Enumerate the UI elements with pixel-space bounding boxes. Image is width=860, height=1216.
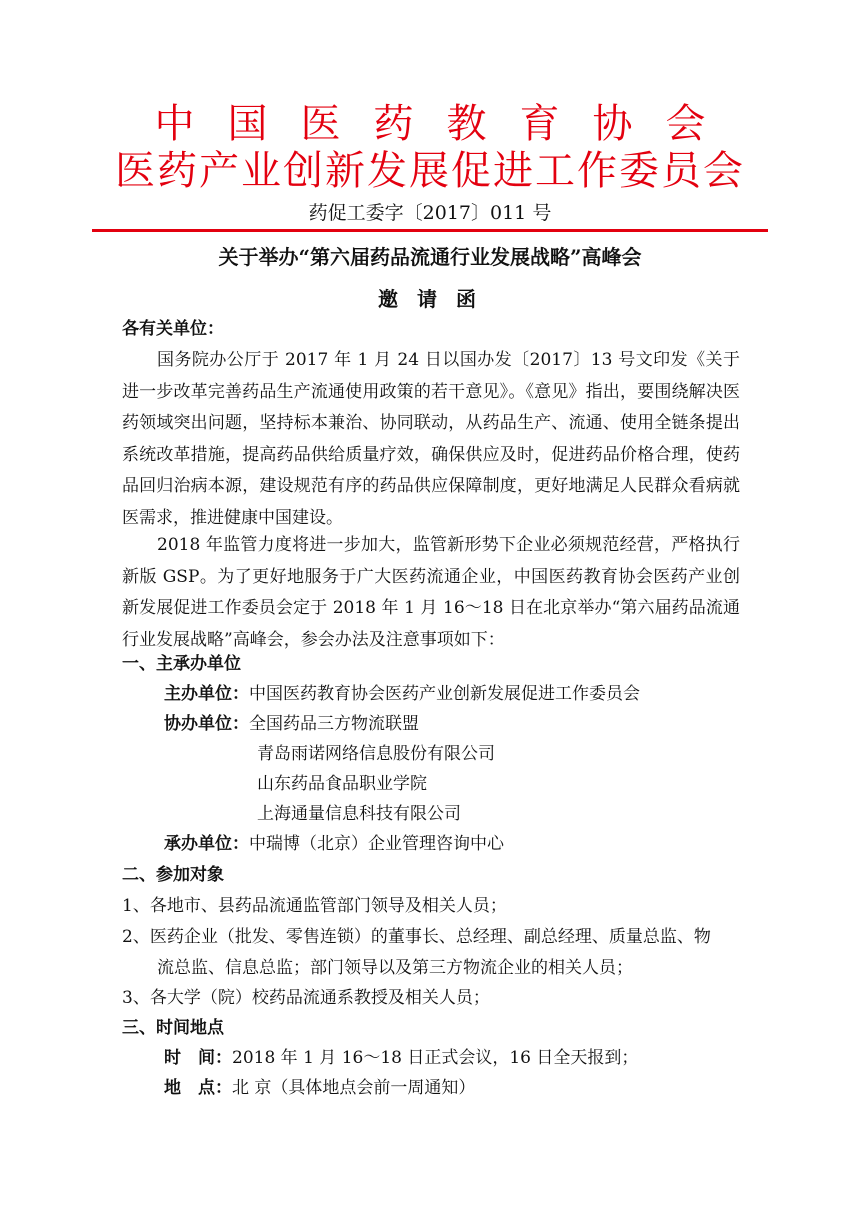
time-row — [164, 1046, 638, 1070]
paragraph-1: 国务院办公厅于 2017 年 1 月 24 日以国办发〔2017〕13 号文印发《关于进一步改革完善药品生产流通使用政策的若干意见》。《意见》指出，要围绕解决医药领域突出问题，坚持标本兼治、协同联动，从药品生产、流通、使用全链条提出系统改革措施，提高药品供给质量疗效，确保供应及时，促进药品价格合理，使药品回归治病本源，建设规范有序的药品供应保障制度，更好地满足人民群众看病就医需求，推进健康中国建设。 — [122, 350, 740, 528]
participant-item-2-line-1: 2、医药企业（批发、零售连锁）的董事长、总经理、副总经理、质量总监、物 — [122, 927, 711, 947]
org-name-line2: 医药产业创新发展促进工作委员会 — [115, 148, 745, 194]
co-host-label: 协办单位： — [164, 714, 249, 734]
organizer-label: 承办单位： — [164, 834, 249, 854]
participant-item-2-line-2: 流总监、信息总监；部门领导以及第三方物流企业的相关人员； — [157, 958, 633, 978]
co-host-value-3: 山东药品食品职业学院 — [257, 774, 427, 794]
section-3-heading: 三、时间地点 — [122, 1018, 224, 1038]
co-host-value-1: 全国药品三方物流联盟 — [249, 714, 419, 734]
host-label: 主办单位： — [164, 684, 249, 704]
document-title: 关于举办“第六届药品流通行业发展战略”高峰会 — [218, 245, 642, 269]
host-row — [164, 682, 640, 706]
co-host-value-4: 上海通量信息科技有限公司 — [257, 804, 461, 824]
co-host-row — [164, 712, 419, 736]
place-row — [164, 1076, 475, 1100]
document-subtitle: 邀 请 函 — [378, 287, 482, 311]
place-label: 地 点： — [164, 1078, 232, 1098]
co-host-value-2: 青岛雨诺网络信息股份有限公司 — [257, 744, 495, 764]
header-divider — [92, 229, 768, 232]
participant-item-3: 3、各大学（院）校药品流通系教授及相关人员； — [122, 988, 490, 1008]
organizer-row — [164, 832, 504, 856]
participant-item-1: 1、各地市、县药品流通监管部门领导及相关人员； — [122, 896, 507, 916]
time-value: 2018 年 1 月 16～18 日正式会议，16 日全天报到； — [232, 1048, 639, 1068]
document-number: 药促工委字〔2017〕011 号 — [308, 202, 552, 224]
salutation: 各有关单位： — [122, 319, 224, 339]
paragraph-2: 2018 年监管力度将进一步加大，监管新形势下企业必须规范经营，严格执行新版 GSP。为了更好地服务于广大医药流通企业，中国医药教育协会医药产业创新发展促进工作委员会定于 2018 年 1 月 16～18 日在北京举办“第六届药品流通行业发展战略”高峰会，参会办法及注意事项如下： — [122, 535, 740, 650]
organizer-value: 中瑞博（北京）企业管理咨询中心 — [249, 834, 504, 854]
section-2-heading: 二、参加对象 — [122, 865, 224, 885]
section-1-heading: 一、主承办单位 — [122, 654, 241, 674]
host-value: 中国医药教育协会医药产业创新发展促进工作委员会 — [249, 684, 640, 704]
place-value: 北 京（具体地点会前一周通知） — [232, 1078, 476, 1098]
org-name-line1: 中国医药教育协会 — [154, 101, 739, 147]
time-label: 时 间： — [164, 1048, 232, 1068]
